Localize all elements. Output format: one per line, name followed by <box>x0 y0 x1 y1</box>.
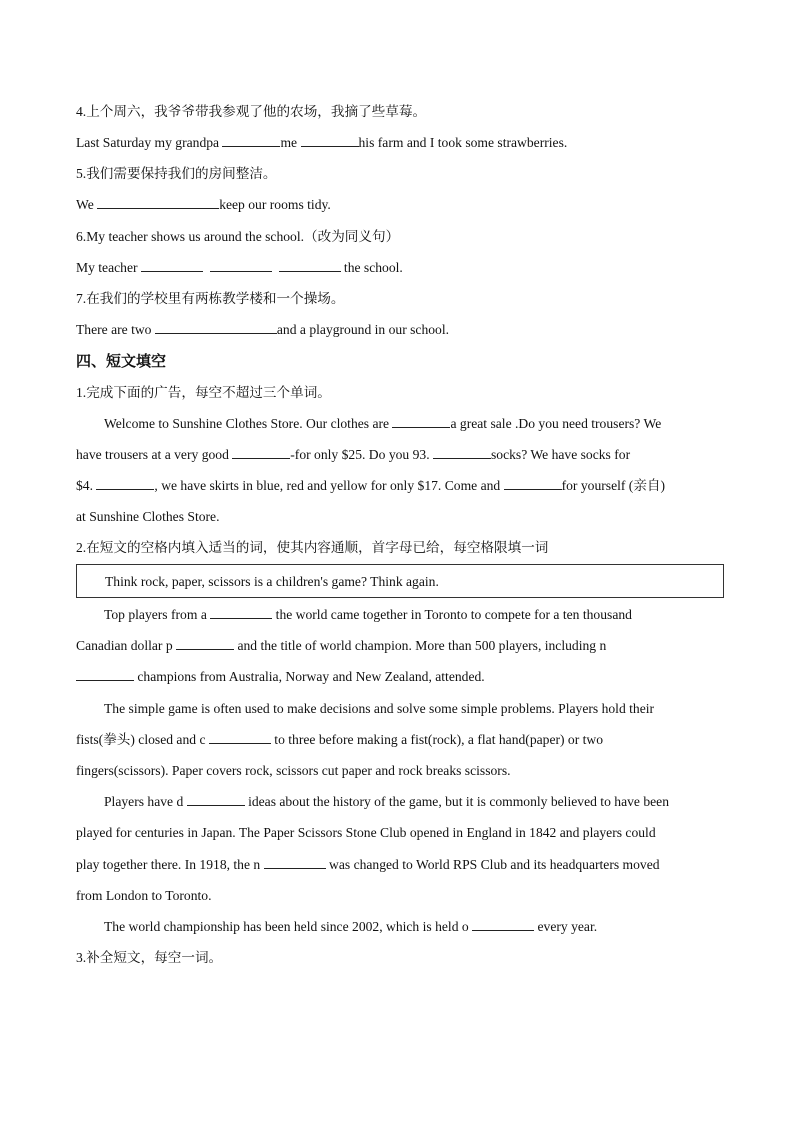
answer-blank[interactable] <box>187 793 245 806</box>
passage2-line: Top players from a the world came together in Toronto to compete for a ten thousand <box>104 607 632 622</box>
passage3-instruction: 3.补全短文，每空一词。 <box>76 950 223 965</box>
answer-blank[interactable] <box>472 918 534 931</box>
answer-blank[interactable] <box>301 134 359 147</box>
passage2-title-box <box>76 564 724 598</box>
answer-blank[interactable] <box>210 259 272 272</box>
passage1-line: Welcome to Sunshine Clothes Store. Our clothes are a great sale .Do you need trousers? We <box>104 416 662 431</box>
passage1-line: at Sunshine Clothes Store. <box>76 509 220 524</box>
q6-chinese: 6.My teacher shows us around the school.（改为同义句） <box>76 229 400 244</box>
passage1-instruction: 1.完成下面的广告，每空不超过三个单词。 <box>76 385 331 400</box>
passage2-box-text: Think rock, paper, scissors is a children's game? Think again. <box>105 574 439 589</box>
answer-blank[interactable] <box>433 446 491 459</box>
passage2-line: The world championship has been held since 2002, which is held o every year. <box>104 919 598 934</box>
passage1-line: $4. , we have skirts in blue, red and yellow for only $17. Come and for yourself (亲自) <box>76 478 666 493</box>
answer-blank[interactable] <box>209 731 271 744</box>
passage2-line: from London to Toronto. <box>76 888 212 903</box>
answer-blank[interactable] <box>76 668 134 681</box>
answer-blank[interactable] <box>176 637 234 650</box>
answer-blank[interactable] <box>222 134 280 147</box>
passage2-instruction: 2.在短文的空格内填入适当的词，使其内容通顺，首字母已给，每空格限填一词 <box>76 540 549 555</box>
passage2-line: Canadian dollar p and the title of world champion. More than 500 players, including n <box>76 638 607 653</box>
passage2-line: Players have d ideas about the history of the game, but it is commonly believed to have been <box>104 794 669 809</box>
q4-english: Last Saturday my grandpa me his farm and I took some strawberries. <box>76 135 568 150</box>
answer-blank[interactable] <box>141 259 203 272</box>
passage2-line: fingers(scissors). Paper covers rock, scissors cut paper and rock breaks scissors. <box>76 763 511 778</box>
passage2-line: fists(拳头) closed and c to three before making a fist(rock), a flat hand(paper) or two <box>76 732 604 747</box>
answer-blank[interactable] <box>264 856 326 869</box>
passage2-line: play together there. In 1918, the n was changed to World RPS Club and its headquarters moved <box>76 857 660 872</box>
passage2-line: played for centuries in Japan. The Paper Scissors Stone Club opened in England in 1842 and players could <box>76 825 656 840</box>
answer-blank[interactable] <box>504 477 562 490</box>
answer-blank[interactable] <box>210 606 272 619</box>
passage1-line: have trousers at a very good -for only $25. Do you 93. socks? We have socks for <box>76 447 631 462</box>
q7-chinese: 7.在我们的学校里有两栋教学楼和一个操场。 <box>76 291 345 306</box>
answer-blank[interactable] <box>279 259 341 272</box>
answer-blank[interactable] <box>96 477 154 490</box>
answer-blank[interactable] <box>97 196 219 209</box>
q5-chinese: 5.我们需要保持我们的房间整洁。 <box>76 166 277 181</box>
q5-english: We keep our rooms tidy. <box>76 197 331 212</box>
q6-english: My teacher the school. <box>76 260 403 275</box>
passage2-line: The simple game is often used to make decisions and solve some simple problems. Players hold their <box>104 701 655 716</box>
answer-blank[interactable] <box>155 321 277 334</box>
q7-english: There are two and a playground in our school. <box>76 322 450 337</box>
section-title: 四、短文填空 <box>76 352 167 370</box>
passage2-line: champions from Australia, Norway and New Zealand, attended. <box>76 668 485 686</box>
q4-chinese: 4.上个周六，我爷爷带我参观了他的农场，我摘了些草莓。 <box>76 104 427 119</box>
answer-blank[interactable] <box>392 415 450 428</box>
answer-blank[interactable] <box>232 446 290 459</box>
